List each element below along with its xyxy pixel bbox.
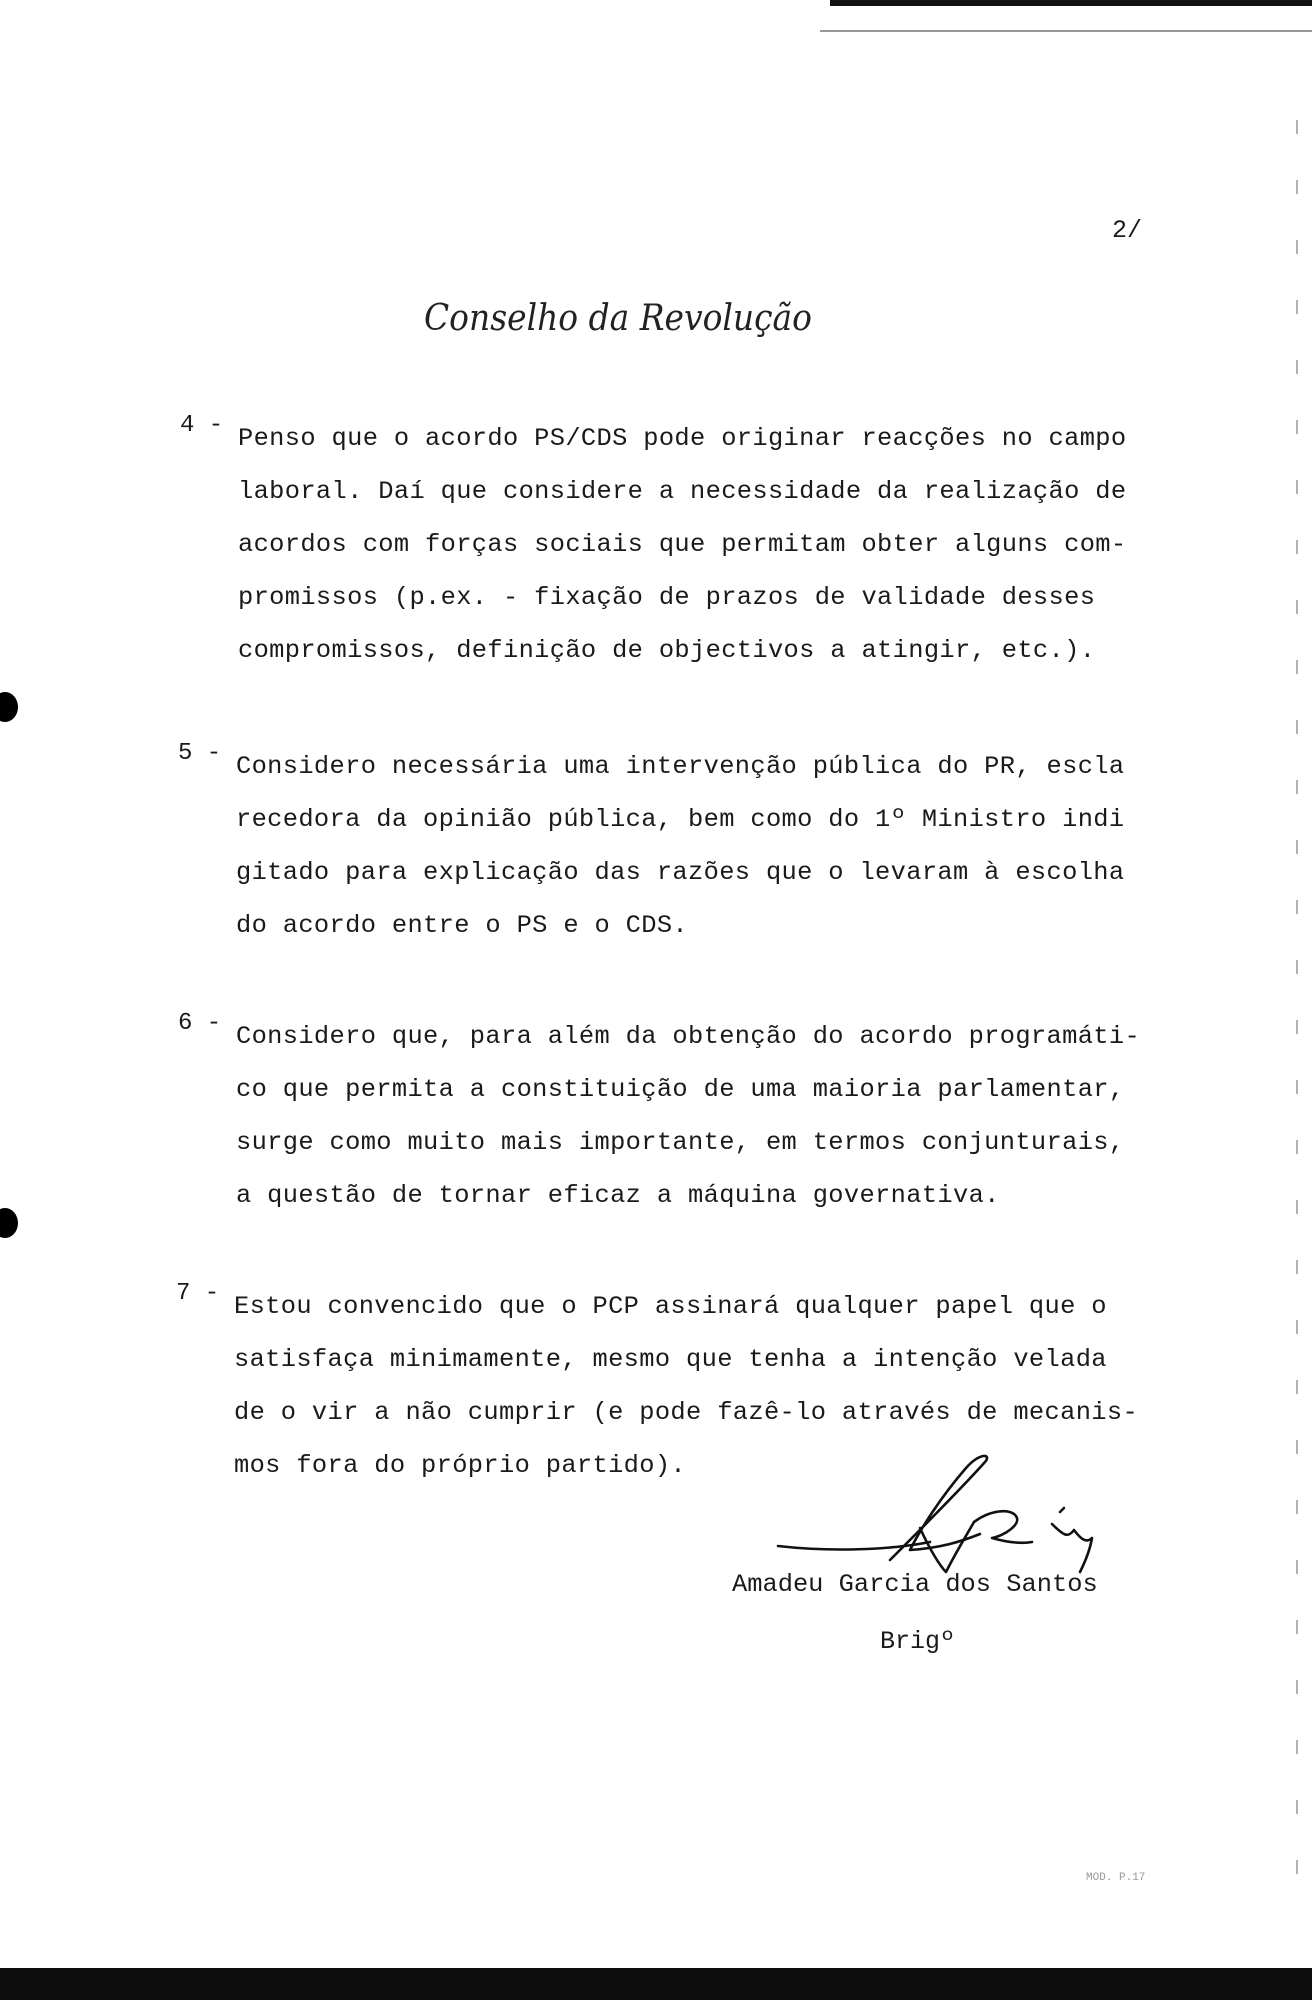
text-line: satisfaça minimamente, mesmo que tenha a intenção velada <box>234 1345 1107 1374</box>
text-line: Considero necessária uma intervenção pública do PR, escla <box>236 752 1125 781</box>
text-line: promissos (p.ex. - fixação de prazos de validade desses <box>238 583 1096 612</box>
text-line: surge como muito mais importante, em termos conjunturais, <box>236 1128 1125 1157</box>
form-code: MOD. P.17 <box>1086 1872 1146 1884</box>
text-line: co que permita a constituição de uma maioria parlamentar, <box>236 1075 1125 1104</box>
signer-name: Amadeu Garcia dos Santos <box>732 1570 1098 1599</box>
letterhead-script <box>420 288 820 348</box>
text-line: laboral. Daí que considere a necessidade da realização de <box>238 477 1127 506</box>
item-5 <box>178 740 1124 952</box>
bottom-edge-band <box>0 1968 1312 2000</box>
signer-rank: Brigº <box>880 1627 956 1656</box>
text-line: gitado para explicação das razões que o levaram à escolha <box>236 858 1125 887</box>
svg-text:Conselho da Revolução: Conselho da Revolução <box>424 298 812 339</box>
item-6 <box>178 1010 1140 1222</box>
item-number: 7 - <box>176 1280 220 1307</box>
text-line: Considero que, para além da obtenção do acordo programáti- <box>236 1022 1141 1051</box>
item-text <box>238 412 1126 677</box>
item-number: 5 - <box>178 740 222 767</box>
text-line: de o vir a não cumprir (e pode fazê-lo através de mecanis- <box>234 1398 1139 1427</box>
text-line: do acordo entre o PS e o CDS. <box>236 911 689 940</box>
text-line: compromissos, definição de objectivos a atingir, etc.). <box>238 636 1096 665</box>
text-line: Penso que o acordo PS/CDS pode originar reacções no campo <box>238 424 1127 453</box>
top-edge-thin-rule <box>820 30 1312 32</box>
item-number: 4 - <box>180 412 224 439</box>
text-line: acordos com forças sociais que permitam obter alguns com- <box>238 530 1127 559</box>
item-number: 6 - <box>178 1010 222 1037</box>
item-4 <box>180 412 1126 677</box>
text-line: Estou convencido que o PCP assinará qualquer papel que o <box>234 1292 1107 1321</box>
handwritten-signature <box>770 1450 1110 1590</box>
text-line: mos fora do próprio partido). <box>234 1451 687 1480</box>
punch-hole <box>0 692 18 722</box>
right-edge-marks <box>1296 120 1298 1920</box>
top-edge-rule <box>830 0 1312 6</box>
item-text <box>236 1010 1140 1222</box>
item-text <box>236 740 1124 952</box>
punch-hole <box>0 1208 18 1238</box>
text-line: recedora da opinião pública, bem como do 1º Ministro indi <box>236 805 1125 834</box>
text-line: a questão de tornar eficaz a máquina governativa. <box>236 1181 1000 1210</box>
page-number: 2/ <box>1112 216 1143 245</box>
